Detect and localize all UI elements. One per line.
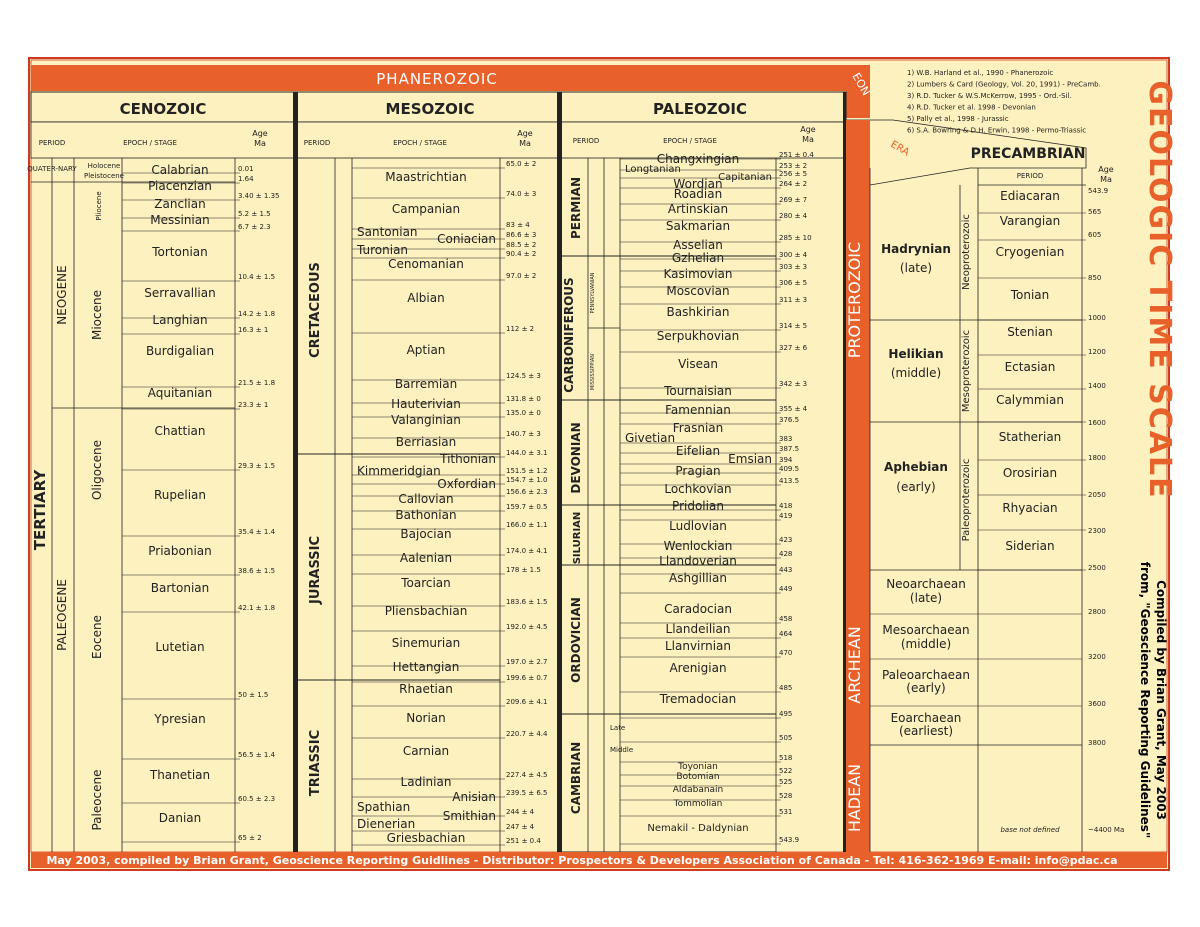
- mz-stage-toarcian: Toarcian: [401, 576, 451, 590]
- mz-stage-campanian: Campanian: [391, 202, 461, 216]
- cz-stage-langhian: Langhian: [152, 313, 208, 327]
- mz-stage-aptian: Aptian: [406, 343, 446, 357]
- mississippian-label: MISSISSIPPIAN: [590, 353, 596, 391]
- pz-stage-gzhelian: Gzhelian: [671, 251, 725, 265]
- mz-stage-kimmeridgian: Kimmeridgian: [357, 464, 441, 478]
- cz-age: 21.5 ± 1.8: [238, 379, 276, 387]
- pz-age: 355 ± 4: [779, 405, 808, 413]
- pc-era-aphebian: Aphebian: [884, 460, 948, 474]
- pc-age: 850: [1088, 274, 1102, 282]
- credit-line-2: from, "Geoscience Reporting Guidelines": [1138, 561, 1152, 839]
- mz-age: 140.7 ± 3: [506, 430, 541, 438]
- mz-stage-smithian: Smithian: [442, 809, 496, 823]
- cretaceous-label: CRETACEOUS: [308, 262, 323, 358]
- pz-stage-tremadocian: Tremadocian: [659, 692, 737, 706]
- quaternary-label: QUATER-NARY: [27, 165, 77, 173]
- pz-age: 251 ± 0.4: [779, 151, 814, 159]
- pz-stage-eifelian: Eifelian: [675, 444, 721, 458]
- miocene-label: Miocene: [90, 290, 104, 340]
- pc-era-sub: (late): [899, 261, 933, 275]
- pz-age: 428: [779, 550, 793, 558]
- pc-period-stenian: Stenian: [1007, 325, 1053, 339]
- cenozoic-period-header: PERIOD: [38, 139, 66, 147]
- paleogene-label: PALEOGENE: [55, 579, 69, 651]
- pz-age: 253 ± 2: [779, 162, 808, 170]
- mesozoic-title: MESOZOIC: [385, 100, 475, 118]
- pc-archean-neoarchaean: Neoarchaean: [886, 577, 966, 591]
- mesozoic-ma-header: Ma: [519, 139, 531, 148]
- proterozoic-label: PROTEROZOIC: [845, 241, 864, 359]
- paleozoic-age-header: Age: [800, 125, 816, 134]
- pz-age: 314 ± 5: [779, 322, 808, 330]
- pc-age: 1400: [1088, 382, 1106, 390]
- pc-period-header: PERIOD: [1016, 172, 1044, 180]
- cz-stage-zanclian: Zanclian: [154, 197, 206, 211]
- pz-age: 303 ± 3: [779, 263, 808, 271]
- cz-age: 10.4 ± 1.5: [238, 273, 276, 281]
- mz-stage-maastrichtian: Maastrichtian: [385, 170, 467, 184]
- pc-subeon-mesoproterozoic: Mesoproterozoic: [961, 329, 972, 413]
- reference-line: 6) S.A. Bowring & D.H. Erwin, 1998 - Permo-Triassic: [907, 126, 1087, 135]
- pc-age: 605: [1088, 231, 1102, 239]
- pz-age: 256 ± 5: [779, 170, 808, 178]
- pc-period-varangian: Varangian: [999, 214, 1061, 228]
- pleistocene-label: Pleistocene: [84, 172, 124, 180]
- pc-age: ~4400 Ma: [1088, 826, 1125, 834]
- pz-age: 376.5: [779, 416, 800, 424]
- cz-stage-aquitanian: Aquitanian: [147, 386, 213, 400]
- cenozoic-age-header: Age: [252, 129, 268, 138]
- mz-age: 197.0 ± 2.7: [506, 658, 548, 666]
- mz-stage-spathian: Spathian: [357, 800, 411, 814]
- pc-period-statherian: Statherian: [998, 430, 1062, 444]
- cz-stage-danian: Danian: [158, 811, 202, 825]
- paleocene-label: Paleocene: [90, 769, 104, 831]
- cz-stage-bartonian: Bartonian: [150, 581, 210, 595]
- mz-stage-valanginian: Valanginian: [391, 413, 461, 427]
- cz-stage-thanetian: Thanetian: [149, 768, 211, 782]
- pz-age: 383: [779, 435, 793, 443]
- pz-age: 285 ± 10: [779, 234, 812, 242]
- pz-age: 264 ± 2: [779, 180, 808, 188]
- pc-age: 1800: [1088, 454, 1106, 462]
- mz-age: 159.7 ± 0.5: [506, 503, 548, 511]
- triassic-label: TRIASSIC: [308, 729, 323, 797]
- cz-stage-burdigalian: Burdigalian: [145, 344, 215, 358]
- pz-age: 342 ± 3: [779, 380, 808, 388]
- pz-age: 387.5: [779, 445, 800, 453]
- cz-age: 5.2 ± 1.5: [238, 210, 271, 218]
- pz-age: 394: [779, 456, 793, 464]
- pc-age: 2050: [1088, 491, 1106, 499]
- pc-archean-sub: (middle): [900, 637, 952, 651]
- hadean-label: HADEAN: [845, 763, 864, 833]
- mz-stage-albian: Albian: [407, 291, 445, 305]
- cambrian-label: CAMBRIAN: [569, 741, 583, 815]
- pliocene-label: Pliocene: [95, 191, 103, 221]
- era-label: ERA: [888, 139, 912, 159]
- pz-stage-asselian: Asselian: [673, 238, 723, 252]
- mesozoic-age-header: Age: [517, 129, 533, 138]
- pz-stage-bashkirian: Bashkirian: [666, 305, 730, 319]
- credit-line-1: Compiled by Brian Grant, May 2003: [1154, 580, 1168, 820]
- pz-age: 327 ± 6: [779, 344, 808, 352]
- pz-stage-arenigian: Arenigian: [669, 661, 727, 675]
- mesozoic-epoch-header: EPOCH / STAGE: [393, 139, 447, 147]
- pz-age: 528: [779, 792, 793, 800]
- jurassic-label: JURASSIC: [308, 536, 323, 604]
- mz-age: 74.0 ± 3: [506, 190, 537, 198]
- pz-stage-longtanian: Longtanian: [625, 164, 681, 175]
- oligocene-label: Oligocene: [90, 439, 104, 501]
- divider-paleozoic-precambrian: [843, 92, 846, 852]
- pc-age: 2500: [1088, 564, 1106, 572]
- pz-stage-llandoverian: Llandoverian: [659, 554, 737, 568]
- pc-age: 1200: [1088, 348, 1106, 356]
- pz-age: 306 ± 5: [779, 279, 808, 287]
- pz-age: 413.5: [779, 477, 800, 485]
- reference-line: 3) R.D. Tucker & W.S.McKerrow, 1995 - Ord.-Sil.: [907, 92, 1072, 100]
- cz-stage-priabonian: Priabonian: [148, 544, 212, 558]
- pc-period-siderian: Siderian: [1005, 539, 1055, 553]
- mz-age: 166.0 ± 1.1: [506, 521, 548, 529]
- mz-age: 97.0 ± 2: [506, 272, 537, 280]
- cz-age: 0.01: [238, 165, 254, 173]
- pz-stage-givetian: Givetian: [625, 431, 676, 445]
- pc-ma-header: Ma: [1100, 175, 1112, 184]
- cambrian-late-label: Late: [610, 724, 626, 732]
- cz-age: 1.64: [238, 175, 254, 183]
- cz-age: 56.5 ± 1.4: [238, 751, 276, 759]
- eon-label: EON: [849, 70, 873, 98]
- mz-stage-griesbachian: Griesbachian: [386, 831, 466, 845]
- pz-age: 522: [779, 767, 793, 775]
- pz-stage-botomian: Botomian: [676, 772, 720, 782]
- holocene-label: Holocene: [87, 162, 121, 170]
- mz-stage-dienerian: Dienerian: [357, 817, 416, 831]
- pz-age: 409.5: [779, 465, 800, 473]
- mz-age: 154.7 ± 1.0: [506, 476, 548, 484]
- pz-stage-pridolian: Pridolian: [672, 499, 724, 513]
- mz-age: 156.6 ± 2.3: [506, 488, 548, 496]
- pz-stage-ashgillian: Ashgillian: [669, 571, 727, 585]
- pc-period-calymmian: Calymmian: [996, 393, 1064, 407]
- mz-age: 244 ± 4: [506, 808, 535, 816]
- phanerozoic-label: PHANEROZOIC: [376, 70, 498, 88]
- pz-stage-ludlovian: Ludlovian: [669, 519, 727, 533]
- mz-stage-pliensbachian: Pliensbachian: [384, 604, 468, 618]
- devonian-label: DEVONIAN: [569, 422, 583, 494]
- mz-stage-norian: Norian: [406, 711, 446, 725]
- paleozoic-epoch-header: EPOCH / STAGE: [663, 137, 717, 145]
- pc-archean-sub: (late): [909, 591, 943, 605]
- pz-stage-emsian: Emsian: [728, 452, 772, 466]
- mz-stage-ladinian: Ladinian: [400, 775, 452, 789]
- pc-era-sub: (middle): [890, 366, 942, 380]
- mz-stage-coniacian: Coniacian: [437, 232, 496, 246]
- pz-stage-kasimovian: Kasimovian: [663, 267, 733, 281]
- pz-age: 449: [779, 585, 793, 593]
- mz-age: 131.8 ± 0: [506, 395, 541, 403]
- pc-age-header: Age: [1098, 165, 1114, 174]
- pz-age: 419: [779, 512, 793, 520]
- mz-stage-rhaetian: Rhaetian: [399, 682, 453, 696]
- pz-stage-toyonian: Toyonian: [678, 762, 718, 772]
- pz-age: 485: [779, 684, 793, 692]
- pc-archean-paleoarchaean: Paleoarchaean: [881, 668, 971, 682]
- mz-age: 227.4 ± 4.5: [506, 771, 548, 779]
- pz-stage-lochkovian: Lochkovian: [664, 482, 732, 496]
- pz-stage-capitanian: Capitanian: [718, 172, 772, 183]
- pz-stage-tommolian: Tommolian: [673, 799, 723, 809]
- mz-stage-aalenian: Aalenian: [399, 551, 453, 565]
- pc-age: 543.9: [1088, 187, 1109, 195]
- cambrian-middle-label: Middle: [610, 746, 634, 754]
- pc-subeon-paleoproterozoic: Paleoproterozoic: [961, 458, 972, 542]
- base-not-defined-note: base not defined: [1000, 826, 1060, 834]
- pc-archean-eoarchaean: Eoarchaean: [890, 711, 962, 725]
- mz-age: 247 ± 4: [506, 823, 535, 831]
- cz-stage-lutetian: Lutetian: [155, 640, 205, 654]
- mz-stage-carnian: Carnian: [402, 744, 450, 758]
- pz-stage-famennian: Famennian: [665, 403, 731, 417]
- mz-age: 183.6 ± 1.5: [506, 598, 548, 606]
- mz-stage-oxfordian: Oxfordian: [437, 477, 496, 491]
- cz-age: 50 ± 1.5: [238, 691, 269, 699]
- pz-age: 423: [779, 536, 793, 544]
- eocene-label: Eocene: [90, 615, 104, 659]
- pc-age: 1000: [1088, 314, 1106, 322]
- mz-age: 251 ± 0.4: [506, 837, 541, 845]
- mz-age: 124.5 ± 3: [506, 372, 541, 380]
- paleozoic-title: PALEOZOIC: [653, 100, 747, 118]
- pc-age: 2800: [1088, 608, 1106, 616]
- pc-age: 1600: [1088, 419, 1106, 427]
- pz-stage-roadian: Roadian: [673, 187, 723, 201]
- cz-stage-rupelian: Rupelian: [153, 488, 207, 502]
- mz-stage-bajocian: Bajocian: [400, 527, 452, 541]
- pz-age: 518: [779, 754, 793, 762]
- pz-stage-llanvirnian: Llanvirnian: [664, 639, 732, 653]
- cz-stage-messinian: Messinian: [150, 213, 210, 227]
- mz-stage-cenomanian: Cenomanian: [388, 257, 464, 271]
- mz-age: 88.5 ± 2: [506, 241, 537, 249]
- pz-age: 280 ± 4: [779, 212, 808, 220]
- neogene-label: NEOGENE: [55, 265, 69, 325]
- mz-age: 178 ± 1.5: [506, 566, 541, 574]
- cenozoic-ma-header: Ma: [254, 139, 266, 148]
- pz-age: 505: [779, 734, 793, 742]
- cz-stage-chattian: Chattian: [154, 424, 206, 438]
- pz-stage-serpukhovian: Serpukhovian: [656, 329, 740, 343]
- paleozoic-period-header: PERIOD: [572, 137, 600, 145]
- permian-label: PERMIAN: [569, 177, 583, 239]
- mz-stage-bathonian: Bathonian: [395, 508, 457, 522]
- pz-stage-tournaisian: Tournaisian: [664, 384, 732, 398]
- cz-age: 60.5 ± 2.3: [238, 795, 276, 803]
- pz-age: 464: [779, 630, 793, 638]
- pz-age: 543.9: [779, 836, 800, 844]
- pz-stage-artinskian: Artinskian: [667, 202, 729, 216]
- cz-stage-tortonian: Tortonian: [152, 245, 208, 259]
- mz-age: 112 ± 2: [506, 325, 535, 333]
- pc-archean-sub: (early): [906, 681, 946, 695]
- pc-age: 2300: [1088, 527, 1106, 535]
- paleozoic-ma-header: Ma: [802, 135, 814, 144]
- cz-age: 29.3 ± 1.5: [238, 462, 276, 470]
- mz-stage-anisian: Anisian: [452, 790, 496, 804]
- pz-age: 458: [779, 615, 793, 623]
- mz-stage-sinemurian: Sinemurian: [391, 636, 461, 650]
- mz-age: 199.6 ± 0.7: [506, 674, 548, 682]
- cz-stage-piacenzian: Piacenzian: [148, 179, 212, 193]
- cenozoic-epoch-header: EPOCH / STAGE: [123, 139, 177, 147]
- chart-title: GEOLOGIC TIME SCALE: [1142, 80, 1177, 500]
- cz-age: 42.1 ± 1.8: [238, 604, 276, 612]
- pz-age: 311 ± 3: [779, 296, 808, 304]
- mz-age: 192.0 ± 4.5: [506, 623, 548, 631]
- mz-stage-hettangian: Hettangian: [392, 660, 460, 674]
- pz-age: 269 ± 7: [779, 196, 808, 204]
- tertiary-label: TERTIARY: [31, 469, 49, 551]
- cz-age: 35.4 ± 1.4: [238, 528, 276, 536]
- cz-age: 65 ± 2: [238, 834, 262, 842]
- mz-stage-santonian: Santonian: [357, 225, 418, 239]
- footer-text: May 2003, compiled by Brian Grant, Geoscience Reporting Guidlines - Distributor: Prospectors & Developers Association of Canada - Tel: 416-362-1969 E-mail: info@pdac.ca: [46, 854, 1118, 867]
- carboniferous-label: CARBONIFEROUS: [562, 277, 576, 393]
- cz-age: 14.2 ± 1.8: [238, 310, 276, 318]
- pc-era-sub: (early): [896, 480, 936, 494]
- pc-period-rhyacian: Rhyacian: [1002, 501, 1058, 515]
- pc-period-orosirian: Orosirian: [1002, 466, 1058, 480]
- divider-cenozoic-mesozoic: [293, 92, 298, 852]
- pz-stage-llandeilian: Llandeilian: [665, 622, 731, 636]
- reference-line: 2) Lumbers & Card (Geology, Vol. 20, 1991) - PreCamb.: [907, 80, 1101, 89]
- pz-age: 443: [779, 566, 793, 574]
- pc-period-tonian: Tonian: [1010, 288, 1050, 302]
- pz-age: 300 ± 4: [779, 251, 808, 259]
- precambrian-title: PRECAMBRIAN: [970, 146, 1086, 162]
- cz-age: 38.6 ± 1.5: [238, 567, 276, 575]
- cz-stage-calabrian: Calabrian: [151, 163, 209, 177]
- pz-stage-caradocian: Caradocian: [664, 602, 732, 616]
- pc-age: 3600: [1088, 700, 1106, 708]
- pz-age: 525: [779, 778, 793, 786]
- mz-age: 83 ± 4: [506, 221, 530, 229]
- pz-stage-nemakil-daldynian: Nemakil - Daldynian: [647, 823, 749, 834]
- pz-stage-moscovian: Moscovian: [666, 284, 730, 298]
- cz-age: 23.3 ± 1: [238, 401, 269, 409]
- reference-line: 5) Pally et al., 1998 - Jurassic: [907, 115, 1009, 123]
- mz-age: 65.0 ± 2: [506, 160, 537, 168]
- mz-age: 135.0 ± 0: [506, 409, 541, 417]
- mz-stage-callovian: Callovian: [398, 492, 454, 506]
- pc-archean-sub: (earliest): [898, 724, 954, 738]
- pz-stage-wordian: Wordian: [673, 177, 723, 191]
- silurian-label: SILURIAN: [572, 511, 583, 565]
- mz-age: 90.4 ± 2: [506, 250, 537, 258]
- divider-mesozoic-paleozoic: [557, 92, 562, 852]
- cz-age: 3.40 ± 1.35: [238, 192, 280, 200]
- mz-stage-tithonian: Tithonian: [440, 452, 496, 466]
- mz-age: 151.5 ± 1.2: [506, 467, 548, 475]
- mz-age: 174.0 ± 4.1: [506, 547, 548, 555]
- pc-era-hadrynian: Hadrynian: [881, 242, 951, 256]
- reference-line: 1) W.B. Harland et al., 1990 - Phanerozoic: [907, 69, 1054, 77]
- mz-stage-hauterivian: Hauterivian: [391, 397, 461, 411]
- cenozoic-title: CENOZOIC: [119, 100, 207, 118]
- pz-stage-pragian: Pragian: [675, 464, 721, 478]
- pz-age: 531: [779, 808, 793, 816]
- pc-archean-mesoarchaean: Mesoarchaean: [882, 623, 970, 637]
- mz-age: 86.6 ± 3: [506, 231, 537, 239]
- pz-age: 470: [779, 649, 793, 657]
- pc-period-ediacaran: Ediacaran: [1000, 189, 1060, 203]
- mesozoic-period-header: PERIOD: [303, 139, 331, 147]
- pz-stage-sakmarian: Sakmarian: [665, 219, 731, 233]
- mz-stage-berriasian: Berriasian: [395, 435, 457, 449]
- pc-era-helikian: Helikian: [888, 347, 944, 361]
- pz-stage-changxingian: Changxingian: [656, 152, 740, 166]
- archean-label: ARCHEAN: [845, 626, 864, 704]
- pc-subeon-neoproterozoic: Neoproterozoic: [961, 214, 972, 290]
- pz-stage-frasnian: Frasnian: [672, 421, 724, 435]
- pc-age: 3200: [1088, 653, 1106, 661]
- cz-stage-serravallian: Serravallian: [144, 286, 216, 300]
- cz-age: 6.7 ± 2.3: [238, 223, 271, 231]
- reference-line: 4) R.D. Tucker et al. 1998 - Devonian: [907, 103, 1036, 112]
- mz-age: 220.7 ± 4.4: [506, 730, 548, 738]
- pz-stage-visean: Visean: [678, 357, 718, 371]
- pc-period-cryogenian: Cryogenian: [995, 245, 1065, 259]
- pc-period-ectasian: Ectasian: [1004, 360, 1056, 374]
- pc-age: 565: [1088, 208, 1102, 216]
- pz-stage-wenlockian: Wenlockian: [663, 539, 733, 553]
- ordovician-label: ORDOVICIAN: [569, 597, 583, 683]
- mz-stage-turonian: Turonian: [357, 243, 409, 257]
- mz-age: 239.5 ± 6.5: [506, 789, 548, 797]
- mz-stage-barremian: Barremian: [394, 377, 458, 391]
- cz-age: 16.3 ± 1: [238, 326, 269, 334]
- pz-stage-aldabanain: Aldabanain: [672, 785, 724, 795]
- pc-age: 3800: [1088, 739, 1106, 747]
- mz-age: 144.0 ± 3.1: [506, 449, 548, 457]
- mz-age: 209.6 ± 4.1: [506, 698, 548, 706]
- pz-age: 495: [779, 710, 793, 718]
- cz-stage-ypresian: Ypresian: [154, 712, 206, 726]
- pennsylvanian-label: PENNSYLVANIAN: [590, 272, 596, 314]
- pz-age: 418: [779, 502, 793, 510]
